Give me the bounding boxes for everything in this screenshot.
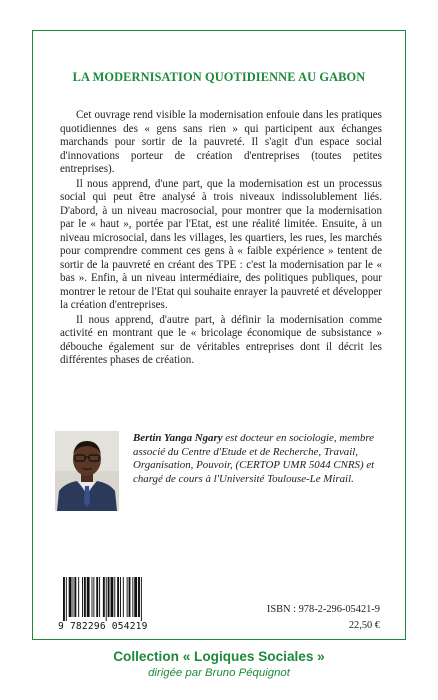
author-name: Bertin Yanga Ngary: [133, 432, 223, 444]
barcode-bar: [82, 577, 83, 617]
barcode-bar: [66, 577, 67, 621]
barcode-bar: [93, 577, 94, 617]
barcode-bar: [96, 577, 98, 617]
barcode-bar: [92, 577, 93, 617]
barcode-bar: [74, 577, 76, 617]
author-bio-text: est docteur en sociologie, membre associé du Centre d'Etude et de Recherche, Travail, Organisation, Pouvoir, (CERTOP UMR 5044 CNRS) et chargé de cours à l'Université Toulouse-Le Mirail.: [133, 432, 375, 485]
barcode: [62, 577, 166, 621]
summary-text: [60, 109, 382, 368]
barcode-digits: 9 782296 054219: [58, 621, 148, 632]
barcode-bar: [114, 577, 115, 617]
barcode-bar: [123, 577, 124, 617]
barcode-bar: [129, 577, 131, 617]
barcode-bar: [73, 577, 74, 617]
barcode-bar: [117, 577, 119, 617]
price: 22,50 €: [348, 620, 380, 631]
barcode-bar: [63, 577, 65, 621]
collection-director: dirigée par Bruno Péquignot: [148, 667, 290, 679]
summary-paragraph-2: Il nous apprend, d'une part, que la modernisation est un processus social qui peut être analysé à trois niveaux indissolublement liés. D'abord, à un niveau macrosocial, pour montrer que la modernisation par le « haut », portée par l'Etat, est une réalité limitée. Ensuite, à un niveau microsocial, dans les villages, les quartiers, les rues, les marchés pour comprendre comment ces gens à « faible expérience » tentent de sortir de la pauvreté en créant des TPE : c'est la modernisation par le « bas ». Enfin, à un niveau intermédiaire, des politiques publiques, pour montrer le retour de l'Etat qui souhaite enrayer la pauvreté et développer la création d'entreprises.: [60, 177, 382, 311]
barcode-bar: [120, 577, 121, 617]
barcode-bar: [103, 577, 105, 617]
barcode-bar: [132, 577, 133, 617]
barcode-bar: [134, 577, 137, 617]
barcode-bar: [99, 577, 100, 617]
barcode-bar: [69, 577, 72, 617]
book-title: LA MODERNISATION QUOTIDIENNE AU GABON: [72, 70, 366, 84]
barcode-bar: [84, 577, 86, 617]
barcode-bar: [127, 577, 128, 617]
barcode-bar: [106, 577, 107, 621]
barcode-bar: [87, 577, 90, 617]
barcode-bar: [138, 577, 140, 617]
summary-paragraph-3: Il nous apprend, d'autre part, à définir la modernisation comme activité en montrant que le « bricolage économique de subsistance » débouche également sur de véritables entreprises dont il décrit les différentes phases de création.: [60, 313, 382, 366]
barcode-bar: [78, 577, 79, 617]
isbn: ISBN : 978-2-296-05421-9: [266, 604, 380, 615]
collection-name: Collection « Logiques Sociales »: [113, 649, 325, 664]
barcode-bar: [111, 577, 114, 617]
barcode-bar: [108, 577, 110, 617]
summary-paragraph-1: Cet ouvrage rend visible la modernisation enfouie dans les pratiques quotidiennes des « gens sans rien » qui participent aux échanges marchands pour sortir de la pauvreté. Il s'agit d'un espace social d'innovations porteur de création d'entreprises (toutes petites entreprises).: [60, 109, 382, 175]
author-bio: [133, 432, 384, 486]
barcode-bar: [141, 577, 142, 621]
author-photo: [55, 431, 119, 511]
